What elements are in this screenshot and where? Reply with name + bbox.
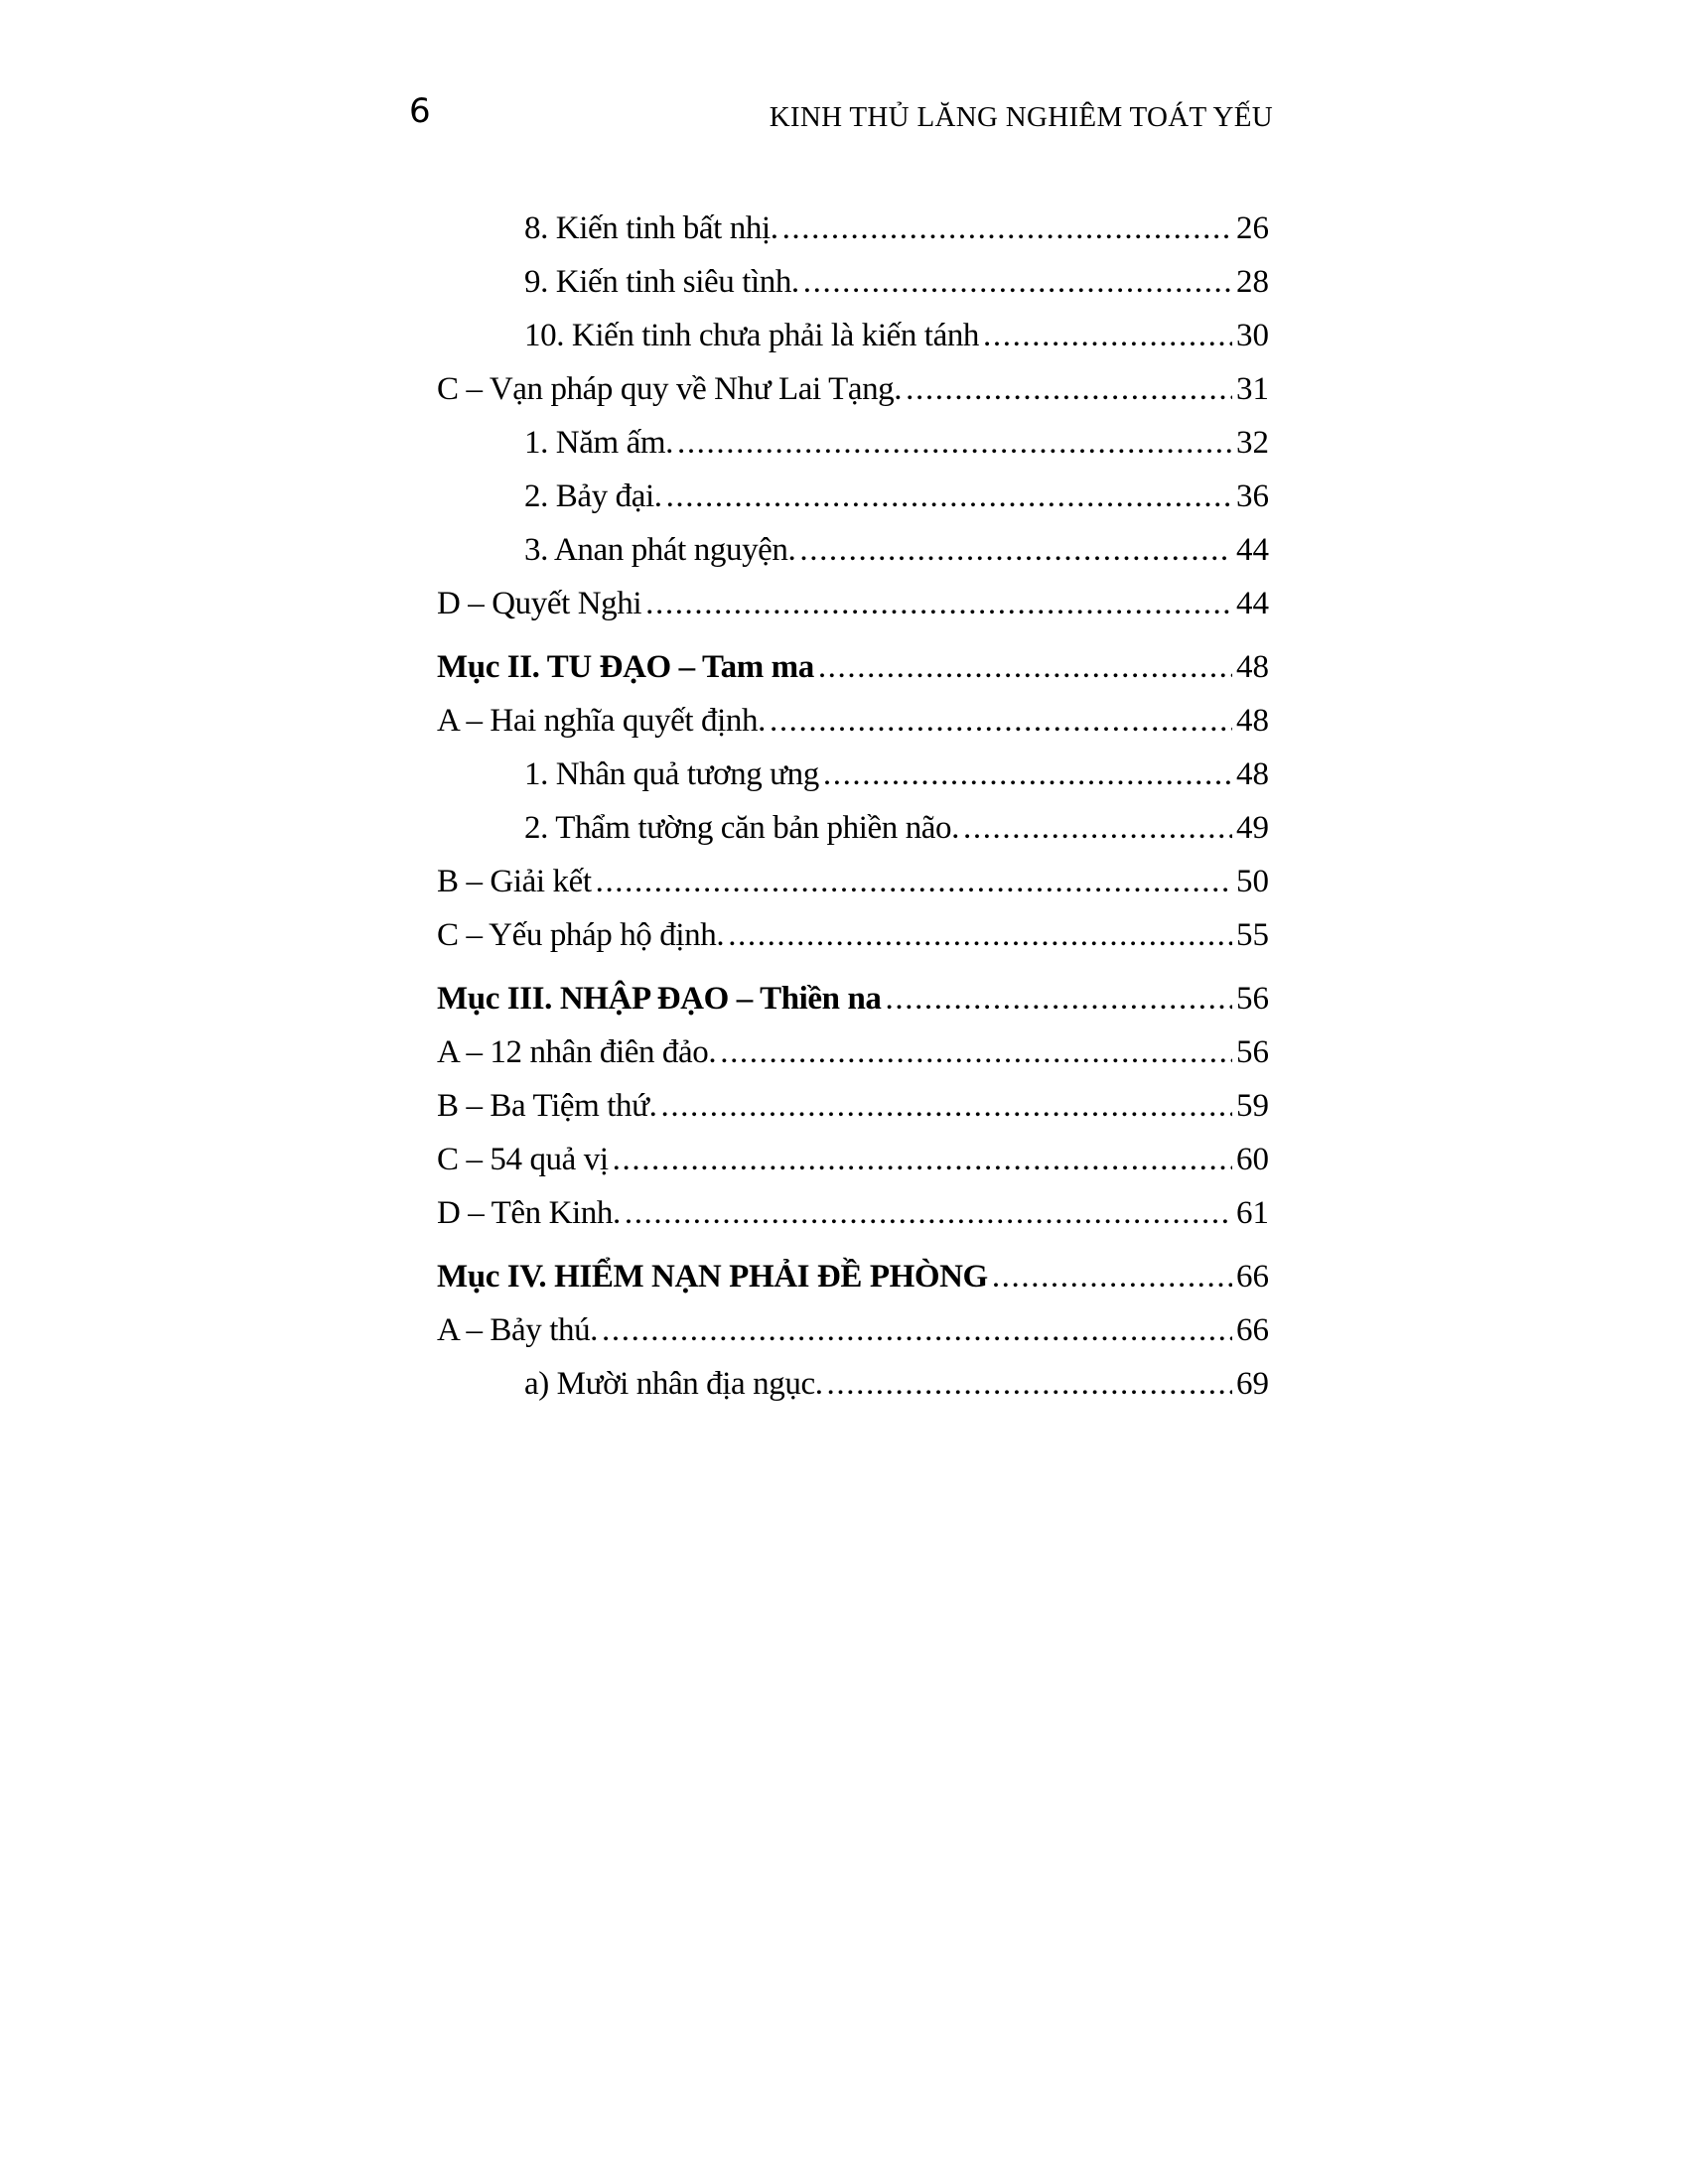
toc-entry-page: 66 <box>1232 1257 1269 1297</box>
dot-leader <box>799 530 1232 570</box>
toc-entry <box>437 1126 1269 1179</box>
toc-entry-page: 69 <box>1232 1364 1269 1404</box>
toc-entry <box>437 687 1269 741</box>
toc-entry <box>437 248 1269 302</box>
toc-entry-page: 36 <box>1232 477 1269 516</box>
dot-leader <box>666 477 1232 516</box>
toc-entry-page: 28 <box>1232 262 1269 302</box>
dot-leader <box>782 208 1232 248</box>
dot-leader <box>823 754 1232 794</box>
table-of-contents <box>437 195 1269 1404</box>
dot-leader <box>728 915 1232 955</box>
dot-leader <box>963 808 1232 848</box>
toc-entry-page: 56 <box>1232 979 1269 1019</box>
toc-entry <box>437 901 1269 955</box>
toc-entry-page: 60 <box>1232 1140 1269 1179</box>
toc-entry <box>437 741 1269 794</box>
toc-entry-page: 44 <box>1232 530 1269 570</box>
toc-entry-page: 49 <box>1232 808 1269 848</box>
toc-entry-label: Mục II. TU ĐẠO – Tam ma <box>437 647 818 687</box>
toc-entry-label: A – 12 nhân điên đảo. <box>437 1032 720 1072</box>
dot-leader <box>827 1364 1232 1404</box>
toc-entry-page: 48 <box>1232 754 1269 794</box>
dot-leader <box>602 1310 1232 1350</box>
toc-entry <box>437 516 1269 570</box>
toc-entry-label: 1. Năm ấm. <box>524 423 677 463</box>
page-number: 6 <box>409 91 431 131</box>
toc-entry-page: 30 <box>1232 316 1269 355</box>
toc-entry-label: a) Mười nhân địa ngục. <box>524 1364 827 1404</box>
toc-section-heading <box>437 623 1269 687</box>
dot-leader <box>720 1032 1232 1072</box>
toc-entry-label: D – Quyết Nghi <box>437 584 645 623</box>
toc-entry-label: Mục III. NHẬP ĐẠO – Thiền na <box>437 979 886 1019</box>
toc-entry-label: C – Yếu pháp hộ định. <box>437 915 728 955</box>
toc-entry-label: 10. Kiến tinh chưa phải là kiến tánh <box>524 316 983 355</box>
toc-section-heading <box>437 1233 1269 1297</box>
toc-entry-label: B – Ba Tiệm thứ. <box>437 1086 660 1126</box>
toc-entry-label: 2. Thẩm tường căn bản phiền não. <box>524 808 963 848</box>
toc-entry <box>437 570 1269 623</box>
dot-leader <box>818 647 1232 687</box>
toc-entry-page: 44 <box>1232 584 1269 623</box>
toc-entry-page: 61 <box>1232 1193 1269 1233</box>
dot-leader <box>596 862 1232 901</box>
running-title: KINH THỦ LĂNG NGHIÊM TOÁT YẾU <box>769 101 1273 133</box>
toc-entry-label: 2. Bảy đại. <box>524 477 666 516</box>
toc-entry-label: 3. Anan phát nguyện. <box>524 530 799 570</box>
toc-entry-page: 66 <box>1232 1310 1269 1350</box>
toc-entry <box>437 1019 1269 1072</box>
dot-leader <box>770 701 1232 741</box>
toc-entry-label: 8. Kiến tinh bất nhị. <box>524 208 782 248</box>
toc-entry <box>437 409 1269 463</box>
dot-leader <box>660 1086 1232 1126</box>
dot-leader <box>613 1140 1232 1179</box>
toc-entry <box>437 1297 1269 1350</box>
dot-leader <box>992 1257 1232 1297</box>
toc-entry-label: C – Vạn pháp quy về Như Lai Tạng. <box>437 369 906 409</box>
toc-entry-label: Mục IV. HIỂM NẠN PHẢI ĐỀ PHÒNG <box>437 1257 992 1297</box>
toc-entry-page: 55 <box>1232 915 1269 955</box>
dot-leader <box>803 262 1232 302</box>
toc-entry-page: 48 <box>1232 647 1269 687</box>
dot-leader <box>677 423 1232 463</box>
toc-entry-page: 48 <box>1232 701 1269 741</box>
toc-entry <box>437 1072 1269 1126</box>
toc-section-heading <box>437 955 1269 1019</box>
dot-leader <box>645 584 1232 623</box>
toc-entry-label: 9. Kiến tinh siêu tình. <box>524 262 803 302</box>
toc-entry <box>437 302 1269 355</box>
toc-entry-page: 31 <box>1232 369 1269 409</box>
toc-entry-label: 1. Nhân quả tương ưng <box>524 754 823 794</box>
dot-leader <box>983 316 1232 355</box>
toc-entry-label: A – Hai nghĩa quyết định. <box>437 701 770 741</box>
dot-leader <box>906 369 1232 409</box>
toc-entry-label: D – Tên Kinh. <box>437 1193 625 1233</box>
toc-entry-page: 59 <box>1232 1086 1269 1126</box>
toc-entry <box>437 1179 1269 1233</box>
toc-entry <box>437 794 1269 848</box>
toc-entry-label: C – 54 quả vị <box>437 1140 613 1179</box>
toc-entry <box>437 195 1269 248</box>
dot-leader <box>625 1193 1232 1233</box>
toc-entry-page: 56 <box>1232 1032 1269 1072</box>
dot-leader <box>886 979 1232 1019</box>
toc-entry-label: B – Giải kết <box>437 862 596 901</box>
toc-entry-page: 26 <box>1232 208 1269 248</box>
toc-entry-page: 50 <box>1232 862 1269 901</box>
toc-entry <box>437 463 1269 516</box>
toc-entry-label: A – Bảy thú. <box>437 1310 602 1350</box>
toc-entry <box>437 848 1269 901</box>
toc-entry <box>437 1350 1269 1404</box>
toc-entry <box>437 355 1269 409</box>
toc-entry-page: 32 <box>1232 423 1269 463</box>
